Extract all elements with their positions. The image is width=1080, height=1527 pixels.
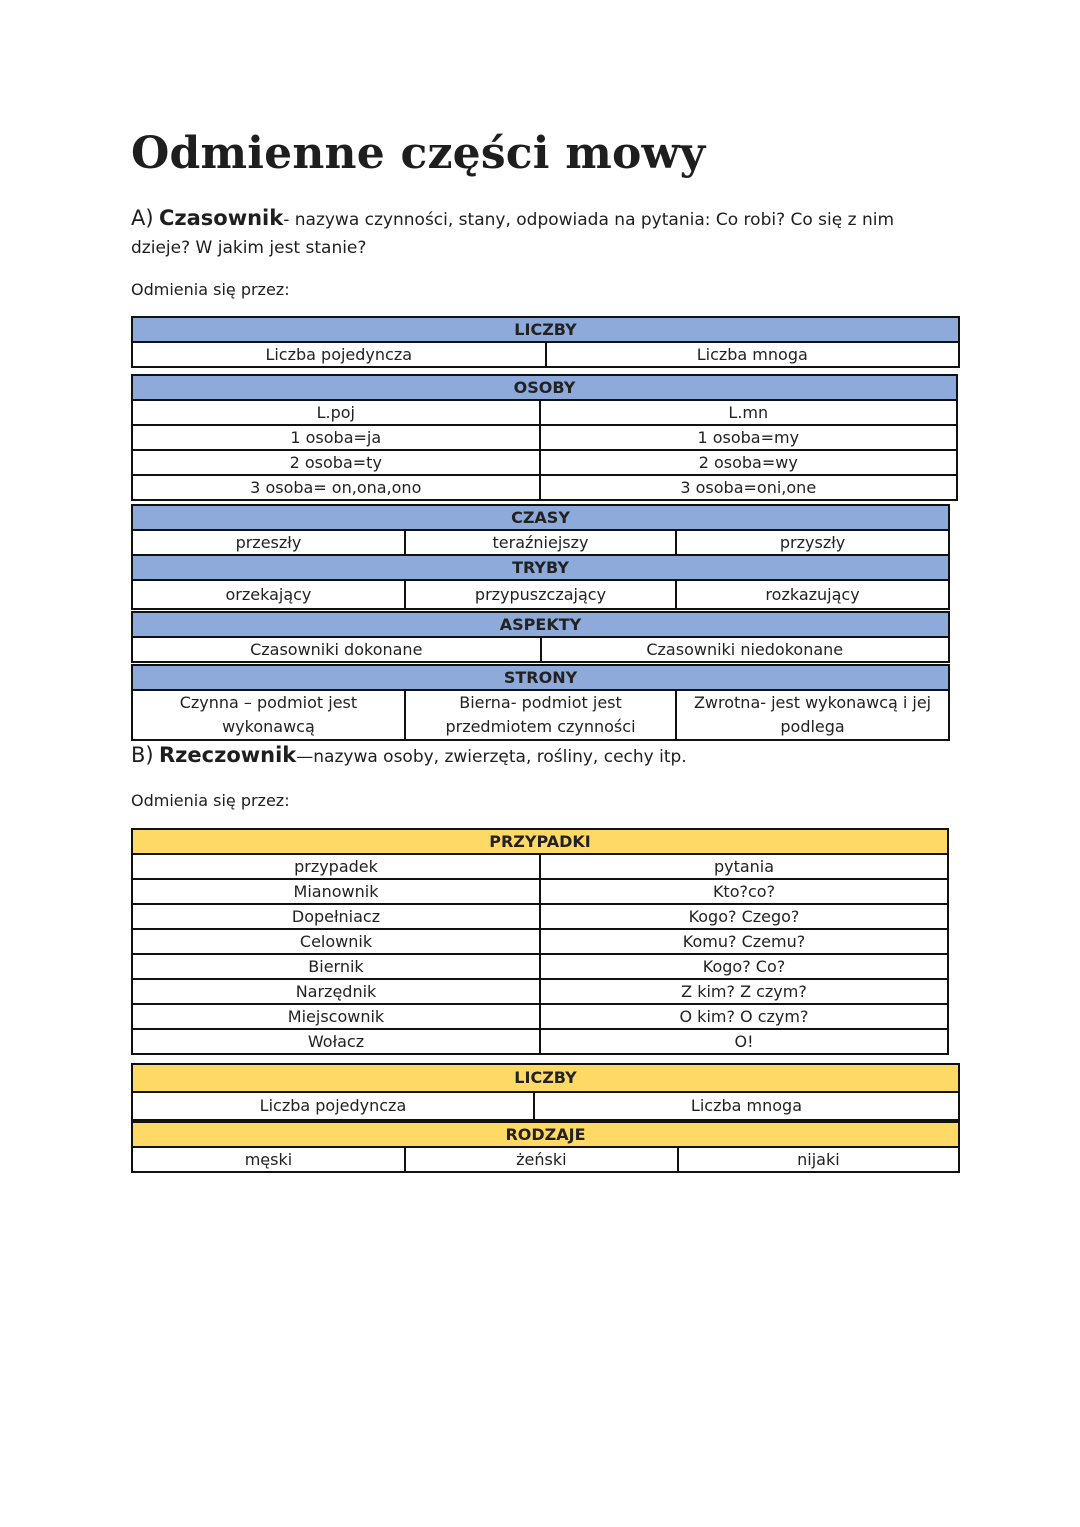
- verb-osoby-cell: L.poj: [132, 400, 540, 425]
- noun-przypadki-cell: Dopełniacz: [132, 904, 540, 929]
- verb-osoby-cell: 1 osoba=my: [540, 425, 957, 450]
- noun-rodzaje-cell: żeński: [405, 1147, 678, 1172]
- verb-aspekty-cell: Czasowniki niedokonane: [541, 637, 950, 662]
- verb-osoby-cell: 3 osoba= on,ona,ono: [132, 475, 540, 500]
- noun-przypadki-cell: Biernik: [132, 954, 540, 979]
- noun-przypadki-cell: O kim? O czym?: [540, 1004, 948, 1029]
- noun-przypadki-cell: Miejscownik: [132, 1004, 540, 1029]
- verb-aspekty-cell: Czasowniki dokonane: [132, 637, 541, 662]
- verb-aspekty-header: ASPEKTY: [132, 612, 949, 637]
- noun-liczby-cell: Liczba pojedyncza: [132, 1092, 534, 1120]
- verb-czasy-cell: przeszły: [132, 530, 405, 555]
- verb-czasy-cell: przyszły: [676, 530, 949, 555]
- verb-aspekty-table: [131, 611, 950, 663]
- noun-przypadki-cell: pytania: [540, 854, 948, 879]
- verb-liczby-cell: Liczba mnoga: [546, 342, 960, 367]
- verb-osoby-cell: 2 osoba=ty: [132, 450, 540, 475]
- verb-strony-cell: Bierna- podmiot jest przedmiotem czynności: [405, 690, 676, 740]
- noun-liczby-header: LICZBY: [132, 1064, 959, 1092]
- section-b-label: B): [131, 743, 154, 767]
- page-title: Odmienne części mowy: [131, 128, 706, 179]
- section-a-intro: [131, 204, 931, 262]
- section-a-odmienia: Odmienia się przez:: [131, 280, 290, 299]
- section-b-odmienia: Odmienia się przez:: [131, 791, 290, 810]
- section-b-definition: —nazywa osoby, zwierzęta, rośliny, cechy itp.: [296, 747, 687, 767]
- noun-przypadki-table: [131, 828, 949, 1055]
- verb-strony-table: [131, 664, 950, 741]
- noun-przypadki-cell: Wołacz: [132, 1029, 540, 1054]
- verb-czasy-tryby-table: [131, 504, 950, 610]
- verb-tryby-cell: rozkazujący: [676, 580, 949, 609]
- noun-przypadki-cell: Komu? Czemu?: [540, 929, 948, 954]
- section-b-intro: [131, 741, 931, 771]
- verb-strony-cell: Czynna – podmiot jest wykonawcą: [132, 690, 405, 740]
- section-b-term: Rzeczownik: [159, 743, 297, 767]
- noun-przypadki-cell: przypadek: [132, 854, 540, 879]
- verb-strony-cell: Zwrotna- jest wykonawcą i jej podlega: [676, 690, 949, 740]
- verb-tryby-header: TRYBY: [132, 555, 949, 580]
- noun-liczby-cell: Liczba mnoga: [534, 1092, 959, 1120]
- noun-rodzaje-table: [131, 1121, 960, 1173]
- noun-przypadki-cell: Kogo? Czego?: [540, 904, 948, 929]
- verb-osoby-cell: 2 osoba=wy: [540, 450, 957, 475]
- verb-strony-header: STRONY: [132, 665, 949, 690]
- noun-przypadki-cell: Mianownik: [132, 879, 540, 904]
- noun-przypadki-cell: O!: [540, 1029, 948, 1054]
- verb-czasy-cell: teraźniejszy: [405, 530, 676, 555]
- verb-liczby-cell: Liczba pojedyncza: [132, 342, 546, 367]
- noun-rodzaje-cell: nijaki: [678, 1147, 959, 1172]
- section-a-term: Czasownik: [158, 206, 284, 230]
- section-a-label: A): [131, 206, 154, 230]
- verb-czasy-header: CZASY: [132, 505, 949, 530]
- noun-liczby-table: [131, 1063, 960, 1121]
- noun-rodzaje-cell: męski: [132, 1147, 405, 1172]
- verb-tryby-cell: orzekający: [132, 580, 405, 609]
- noun-przypadki-cell: Z kim? Z czym?: [540, 979, 948, 1004]
- noun-przypadki-cell: Narzędnik: [132, 979, 540, 1004]
- section-a-definition: - nazywa czynności, stany, odpowiada na pytania: Co robi? Co się z nim dzieje? W jakim jest stanie?: [131, 210, 895, 258]
- verb-osoby-cell: 3 osoba=oni,one: [540, 475, 957, 500]
- verb-liczby-header: LICZBY: [132, 317, 959, 342]
- verb-osoby-table: [131, 374, 958, 501]
- verb-liczby-table: [131, 316, 960, 368]
- noun-przypadki-cell: Kogo? Co?: [540, 954, 948, 979]
- verb-osoby-cell: L.mn: [540, 400, 957, 425]
- noun-rodzaje-header: RODZAJE: [132, 1122, 959, 1147]
- verb-osoby-header: OSOBY: [132, 375, 957, 400]
- verb-osoby-cell: 1 osoba=ja: [132, 425, 540, 450]
- noun-przypadki-cell: Kto?co?: [540, 879, 948, 904]
- verb-tryby-cell: przypuszczający: [405, 580, 676, 609]
- noun-przypadki-cell: Celownik: [132, 929, 540, 954]
- noun-przypadki-header: PRZYPADKI: [132, 829, 948, 854]
